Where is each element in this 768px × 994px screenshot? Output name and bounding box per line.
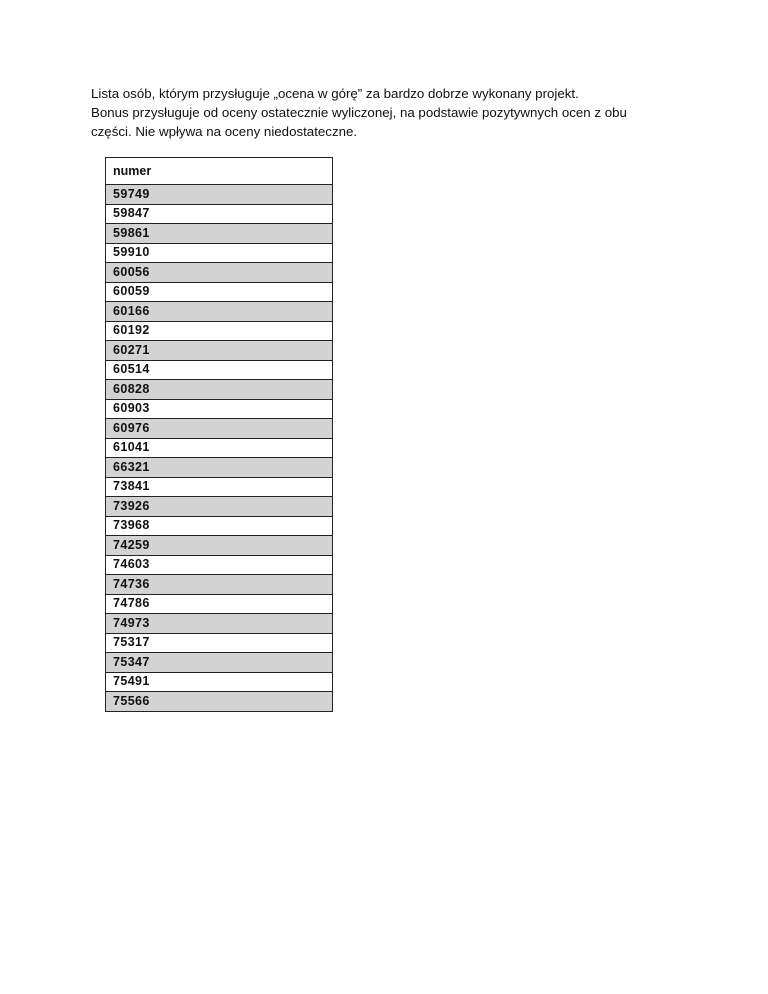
- table-cell-numer: 61041: [106, 438, 333, 458]
- table-cell-numer: 60166: [106, 302, 333, 322]
- column-header-numer: numer: [106, 158, 333, 185]
- table-cell-numer: 73841: [106, 477, 333, 497]
- table-row: [106, 614, 333, 634]
- table-cell-numer: 74603: [106, 555, 333, 575]
- numbers-table-container: [105, 157, 333, 712]
- table-row: [106, 263, 333, 283]
- intro-line-2: Bonus przysługuje od oceny ostatecznie wyliczonej, na podstawie pozytywnych ocen z obu: [91, 105, 627, 120]
- table-cell-numer: 60056: [106, 263, 333, 283]
- table-cell-numer: 73968: [106, 516, 333, 536]
- table-cell-numer: 60514: [106, 360, 333, 380]
- table-cell-numer: 59910: [106, 243, 333, 263]
- table-cell-numer: 74259: [106, 536, 333, 556]
- table-cell-numer: 60828: [106, 380, 333, 400]
- table-row: [106, 458, 333, 478]
- table-row: [106, 204, 333, 224]
- intro-paragraph: [91, 84, 691, 141]
- table-row: [106, 224, 333, 244]
- intro-line-1: Lista osób, którym przysługuje „ocena w górę” za bardzo dobrze wykonany projekt.: [91, 86, 579, 101]
- table-cell-numer: 60903: [106, 399, 333, 419]
- table-row: [106, 185, 333, 205]
- intro-line-3: części. Nie wpływa na oceny niedostateczne.: [91, 124, 358, 139]
- table-row: [106, 516, 333, 536]
- table-row: [106, 380, 333, 400]
- table-cell-numer: 74786: [106, 594, 333, 614]
- table-row: [106, 575, 333, 595]
- table-cell-numer: 75491: [106, 672, 333, 692]
- table-body: [106, 185, 333, 712]
- table-row: [106, 555, 333, 575]
- table-row: [106, 633, 333, 653]
- table-row: [106, 282, 333, 302]
- table-row: [106, 360, 333, 380]
- table-cell-numer: 75566: [106, 692, 333, 712]
- table-cell-numer: 59749: [106, 185, 333, 205]
- table-row: [106, 536, 333, 556]
- table-cell-numer: 74973: [106, 614, 333, 634]
- table-cell-numer: 60059: [106, 282, 333, 302]
- table-row: [106, 477, 333, 497]
- table-row: [106, 653, 333, 673]
- table-row: [106, 594, 333, 614]
- table-cell-numer: 74736: [106, 575, 333, 595]
- table-row: [106, 497, 333, 517]
- table-row: [106, 672, 333, 692]
- table-row: [106, 419, 333, 439]
- table-cell-numer: 59847: [106, 204, 333, 224]
- table-row: [106, 321, 333, 341]
- table-row: [106, 302, 333, 322]
- table-cell-numer: 75347: [106, 653, 333, 673]
- table-cell-numer: 60271: [106, 341, 333, 361]
- table-row: [106, 399, 333, 419]
- table-cell-numer: 60976: [106, 419, 333, 439]
- table-cell-numer: 75317: [106, 633, 333, 653]
- table-cell-numer: 60192: [106, 321, 333, 341]
- table-row: [106, 243, 333, 263]
- numbers-table: [105, 157, 333, 712]
- table-cell-numer: 59861: [106, 224, 333, 244]
- table-row: [106, 438, 333, 458]
- table-cell-numer: 73926: [106, 497, 333, 517]
- table-row: [106, 341, 333, 361]
- table-cell-numer: 66321: [106, 458, 333, 478]
- table-row: [106, 692, 333, 712]
- table-header-row: [106, 158, 333, 185]
